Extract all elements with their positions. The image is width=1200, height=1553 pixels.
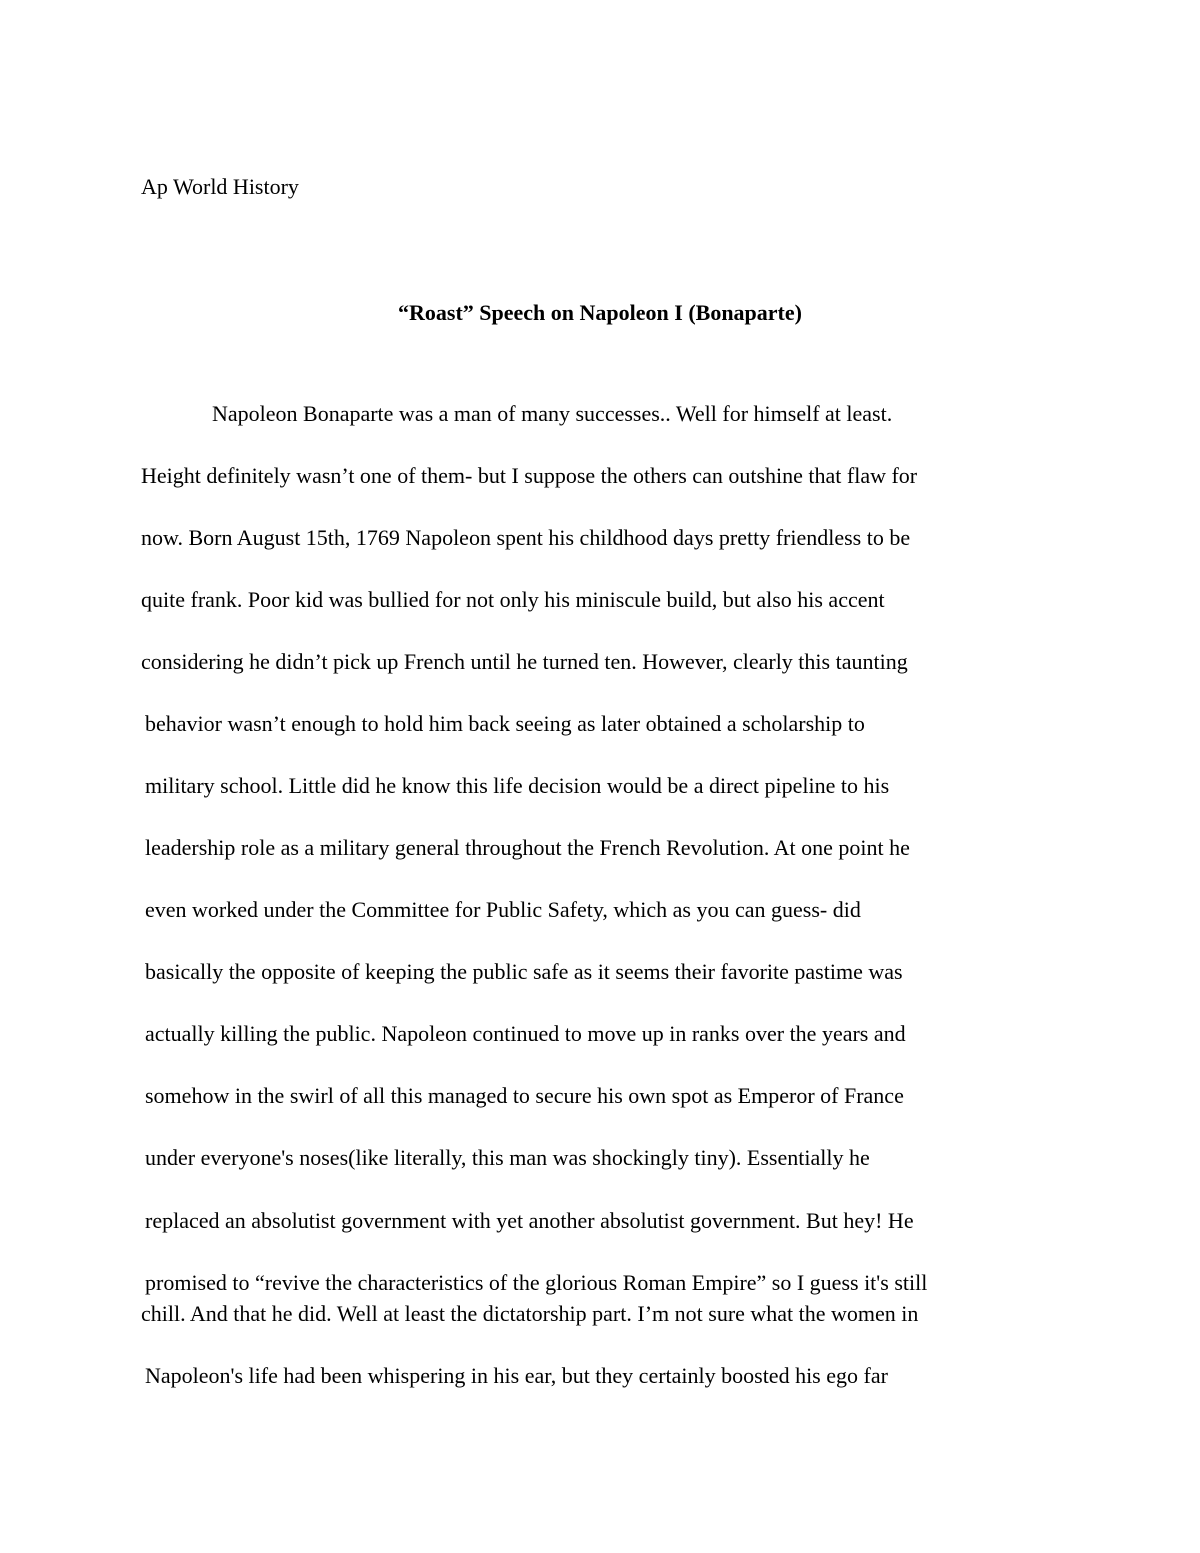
- paragraph-line: under everyone's noses(like literally, this man was shockingly tiny). Essentially he: [145, 1145, 870, 1170]
- paragraph-line: chill. And that he did. Well at least the dictatorship part. I’m not sure what the women in: [141, 1301, 919, 1326]
- paragraph-line: Height definitely wasn’t one of them- but I suppose the others can outshine that flaw for: [141, 463, 918, 488]
- paragraph-line: leadership role as a military general throughout the French Revolution. At one point he: [145, 835, 910, 860]
- paragraph-line: considering he didn’t pick up French until he turned ten. However, clearly this taunting: [141, 649, 908, 674]
- paragraph-line: promised to “revive the characteristics of the glorious Roman Empire” so I guess it's still: [145, 1270, 928, 1295]
- paragraph-line: Napoleon's life had been whispering in his ear, but they certainly boosted his ego far: [145, 1363, 888, 1388]
- paragraph-line: Napoleon Bonaparte was a man of many successes.. Well for himself at least.: [212, 401, 893, 426]
- paragraph-line: even worked under the Committee for Public Safety, which as you can guess- did: [145, 897, 861, 922]
- paragraph-line: somehow in the swirl of all this managed to secure his own spot as Emperor of France: [145, 1083, 904, 1108]
- course-name: Ap World History: [141, 174, 299, 199]
- paragraph-line: now. Born August 15th, 1769 Napoleon spent his childhood days pretty friendless to be: [141, 525, 911, 550]
- essay-title: “Roast” Speech on Napoleon I (Bonaparte): [398, 300, 802, 325]
- paragraph-line: military school. Little did he know this life decision would be a direct pipeline to his: [145, 773, 890, 798]
- paragraph-line: replaced an absolutist government with yet another absolutist government. But hey! He: [145, 1208, 914, 1233]
- paragraph-line: quite frank. Poor kid was bullied for not only his miniscule build, but also his accent: [141, 587, 885, 612]
- paragraph-line: actually killing the public. Napoleon continued to move up in ranks over the years and: [145, 1021, 906, 1046]
- paragraph-line: behavior wasn’t enough to hold him back seeing as later obtained a scholarship to: [145, 711, 865, 736]
- paragraph-line: basically the opposite of keeping the public safe as it seems their favorite pastime was: [145, 959, 903, 984]
